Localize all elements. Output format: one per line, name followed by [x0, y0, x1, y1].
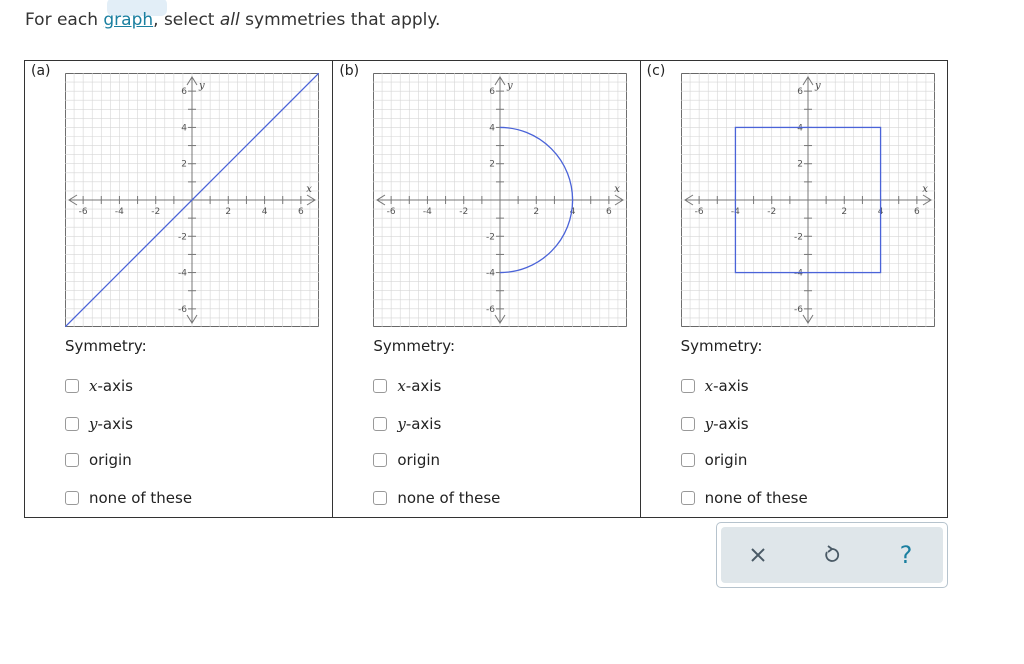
axis-suffix: -axis — [405, 415, 442, 433]
origin-label: origin — [89, 451, 132, 469]
prompt-text-middle: , select — [153, 10, 220, 30]
x-tick-label: -2 — [151, 207, 161, 217]
y-tick-label: -6 — [793, 304, 803, 315]
y-tick-label: -4 — [178, 268, 187, 279]
y-tick-label: 2 — [796, 159, 803, 170]
y-axis-option[interactable] — [373, 415, 441, 433]
axis-suffix: -axis — [713, 377, 749, 395]
x-axis-label: x — [921, 184, 928, 195]
x-tick-label: -4 — [730, 207, 740, 217]
prompt-emphasis: all — [219, 10, 240, 30]
x-axis-option[interactable] — [65, 377, 133, 395]
none-option[interactable] — [373, 489, 500, 507]
y-tick-label: 4 — [796, 123, 803, 134]
y-tick-label: 4 — [181, 123, 187, 134]
graph-b — [373, 73, 627, 327]
y-tick-label: -6 — [486, 304, 496, 315]
panel-b — [332, 61, 639, 517]
none-label: none of these — [397, 489, 501, 507]
answer-toolbar — [716, 522, 948, 588]
none-option[interactable] — [681, 489, 808, 507]
y-axis-label: y — [507, 80, 513, 92]
help-icon: ? — [899, 541, 913, 569]
origin-label: origin — [704, 451, 748, 469]
x-tick-label: -2 — [459, 207, 469, 217]
y-tick-label: -2 — [178, 232, 187, 243]
y-tick-label: 6 — [181, 87, 187, 98]
none-checkbox[interactable] — [65, 491, 79, 505]
graph-c — [681, 73, 935, 327]
x-tick-label: 6 — [913, 207, 920, 217]
x-tick-label: 2 — [841, 207, 847, 217]
instructions — [25, 10, 440, 30]
origin-checkbox[interactable] — [681, 453, 695, 467]
y-axis-option[interactable] — [65, 415, 133, 433]
y-tick-label: 4 — [489, 123, 496, 134]
origin-option[interactable] — [65, 451, 132, 469]
y-tick-label: -2 — [486, 232, 496, 243]
var-y: y — [704, 415, 714, 433]
graph-link[interactable]: graph — [103, 10, 154, 30]
x-axis-option[interactable] — [373, 377, 441, 395]
y-tick-label: -6 — [178, 304, 187, 315]
panel-tag: (b) — [339, 63, 360, 79]
origin-label: origin — [397, 451, 441, 469]
var-x: x — [89, 377, 98, 395]
x-tick-label: -2 — [766, 207, 776, 217]
y-tick-label: -4 — [486, 268, 496, 279]
x-tick-label: 4 — [261, 207, 268, 217]
clear-button[interactable] — [738, 535, 778, 575]
x-tick-label: 6 — [297, 207, 304, 217]
undo-icon — [822, 545, 842, 565]
x-tick-label: 4 — [877, 207, 884, 217]
y-tick-label: -4 — [793, 268, 803, 279]
graph-a — [65, 73, 319, 327]
var-x: x — [397, 377, 406, 395]
x-tick-label: -4 — [114, 207, 124, 217]
prompt-text: For each — [25, 10, 104, 30]
x-tick-label: -4 — [423, 207, 433, 217]
symmetry-label: Symmetry: — [680, 337, 763, 355]
none-label: none of these — [704, 489, 808, 507]
x-tick-label: 6 — [606, 207, 613, 217]
y-tick-label: 2 — [181, 159, 187, 170]
x-axis-checkbox[interactable] — [681, 379, 695, 393]
axis-suffix: -axis — [405, 377, 442, 395]
var-y: y — [397, 415, 406, 433]
x-axis-checkbox[interactable] — [373, 379, 387, 393]
none-checkbox[interactable] — [681, 491, 695, 505]
origin-option[interactable] — [681, 451, 748, 469]
panel-tag: (c) — [646, 63, 666, 79]
undo-button[interactable] — [812, 535, 852, 575]
var-y: y — [89, 415, 98, 433]
graph-panels — [24, 60, 948, 518]
y-axis-option[interactable] — [681, 415, 749, 433]
x-tick-label: -6 — [78, 207, 88, 217]
axis-suffix: -axis — [97, 415, 133, 433]
y-axis-label: y — [199, 80, 205, 92]
y-axis-checkbox[interactable] — [373, 417, 387, 431]
close-icon — [750, 547, 766, 563]
axis-suffix: -axis — [713, 415, 749, 433]
prompt-text-suffix: symmetries that apply. — [239, 10, 441, 30]
x-tick-label: 4 — [570, 207, 576, 217]
panel-c — [640, 61, 947, 517]
y-tick-label: 6 — [489, 87, 496, 98]
none-option[interactable] — [65, 489, 192, 507]
x-tick-label: 2 — [225, 207, 232, 217]
none-checkbox[interactable] — [373, 491, 387, 505]
x-tick-label: -6 — [386, 207, 396, 217]
origin-option[interactable] — [373, 451, 440, 469]
x-tick-label: -6 — [694, 207, 704, 217]
var-x: x — [704, 377, 714, 395]
axis-suffix: -axis — [97, 377, 133, 395]
x-axis-option[interactable] — [681, 377, 749, 395]
x-axis-label: x — [614, 184, 621, 195]
origin-checkbox[interactable] — [373, 453, 387, 467]
y-tick-label: -2 — [793, 232, 803, 243]
symmetry-label: Symmetry: — [373, 337, 456, 355]
y-axis-checkbox[interactable] — [681, 417, 695, 431]
origin-checkbox[interactable] — [65, 453, 79, 467]
y-tick-label: 6 — [796, 87, 803, 98]
x-axis-label: x — [306, 184, 312, 195]
panel-tag: (a) — [31, 63, 51, 79]
x-tick-label: 2 — [533, 207, 540, 217]
y-axis-label: y — [814, 80, 821, 92]
help-button[interactable] — [886, 535, 926, 575]
y-axis-checkbox[interactable] — [65, 417, 79, 431]
y-tick-label: 2 — [489, 159, 496, 170]
x-axis-checkbox[interactable] — [65, 379, 79, 393]
symmetry-label: Symmetry: — [65, 337, 147, 355]
toolbar-inner — [721, 527, 943, 583]
panel-a — [25, 61, 332, 517]
none-label: none of these — [89, 489, 193, 507]
